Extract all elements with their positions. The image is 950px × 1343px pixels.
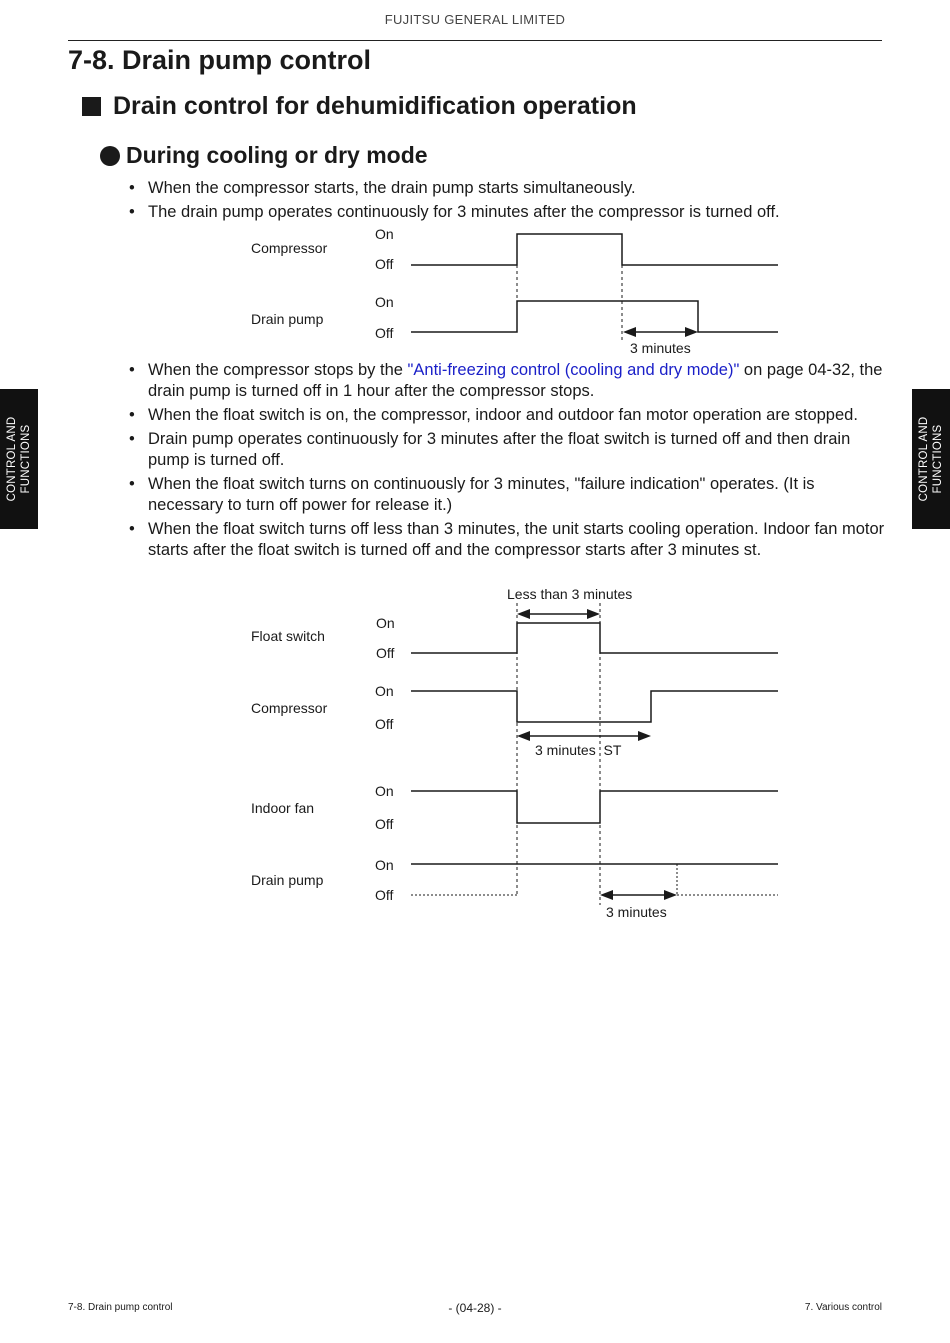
st-label: 3 minutes ST [535, 742, 622, 758]
list-item-text: When the compressor stops by the [148, 361, 408, 379]
interval-label: 3 minutes [606, 904, 667, 920]
interval-label: Less than 3 minutes [507, 586, 633, 602]
off-label: Off [375, 816, 394, 832]
off-label: Off [375, 716, 394, 732]
side-tab-line: CONTROL AND [6, 416, 18, 502]
arrow-head-left-icon [517, 609, 530, 619]
list-item: • When the compressor starts, the drain pump starts simultaneously. [148, 178, 888, 199]
row-label: Compressor [251, 240, 328, 256]
off-label: Off [375, 887, 394, 903]
list-item: • When the float switch is on, the compressor, indoor and outdoor fan motor operation are stopped. [148, 405, 888, 426]
off-label: Off [375, 325, 394, 341]
interval-label: 3 minutes [630, 340, 691, 356]
side-tab-label [5, 417, 33, 502]
compressor-waveform [411, 691, 778, 722]
footer-chapter-label: 7. Various control [804, 1302, 882, 1313]
off-label: Off [375, 256, 394, 272]
on-label: On [375, 857, 394, 873]
list-item: • When the float switch turns off less than 3 minutes, the unit starts cooling operation. Indoor fan motor starts after the float switch is turned off and the compressor starts after 3 minutes st. [148, 519, 888, 561]
on-label: On [376, 615, 395, 631]
indoor-fan-waveform [411, 791, 778, 823]
side-tab-line: CONTROL AND [918, 416, 930, 502]
list-item-text: on page 04-32, the drain pump is turned off in 1 hour after the compressor stops. [148, 361, 883, 400]
on-label: On [375, 783, 394, 799]
on-label: On [375, 294, 394, 310]
arrow-head-right-icon [638, 731, 651, 741]
list-item: • When the float switch turns on continuously for 3 minutes, "failure indication" operates. (It is necessary to turn off power for release it.) [148, 474, 888, 516]
side-tab-right[interactable] [912, 389, 950, 529]
arrow-head-left-icon [600, 890, 613, 900]
side-tab-left[interactable] [0, 389, 38, 529]
on-label: On [375, 226, 394, 242]
side-tab-label [917, 417, 945, 502]
row-label: Indoor fan [251, 800, 315, 816]
on-label: On [375, 683, 394, 699]
list-item: • The drain pump operates continuously for 3 minutes after the compressor is turned off. [148, 202, 888, 223]
arrow-head-right-icon [664, 890, 677, 900]
anti-freezing-link[interactable]: "Anti-freezing control (cooling and dry mode)" [407, 361, 740, 379]
arrow-head-left-icon [517, 731, 530, 741]
footer-section-label: 7-8. Drain pump control [68, 1302, 173, 1313]
section-heading-text: Drain control for dehumidification operation [113, 92, 637, 120]
side-tab-line: FUNCTIONS [20, 424, 32, 494]
list-item: • Drain pump operates continuously for 3 minutes after the float switch is turned off and then drain pump is turned off. [148, 429, 888, 471]
row-label: Compressor [251, 700, 328, 716]
subsection-heading-text: During cooling or dry mode [126, 142, 428, 168]
float-switch-waveform [411, 623, 778, 653]
page-title: 7-8. Drain pump control [68, 45, 372, 75]
arrow-head-right-icon [587, 609, 600, 619]
company-header: FUJITSU GENERAL LIMITED [384, 12, 566, 27]
page-number: - (04-28) - [448, 1301, 502, 1315]
side-tab-line: FUNCTIONS [932, 424, 944, 494]
row-label: Drain pump [251, 311, 324, 327]
row-label: Drain pump [251, 872, 324, 888]
off-label: Off [376, 645, 395, 661]
row-label: Float switch [251, 628, 325, 644]
